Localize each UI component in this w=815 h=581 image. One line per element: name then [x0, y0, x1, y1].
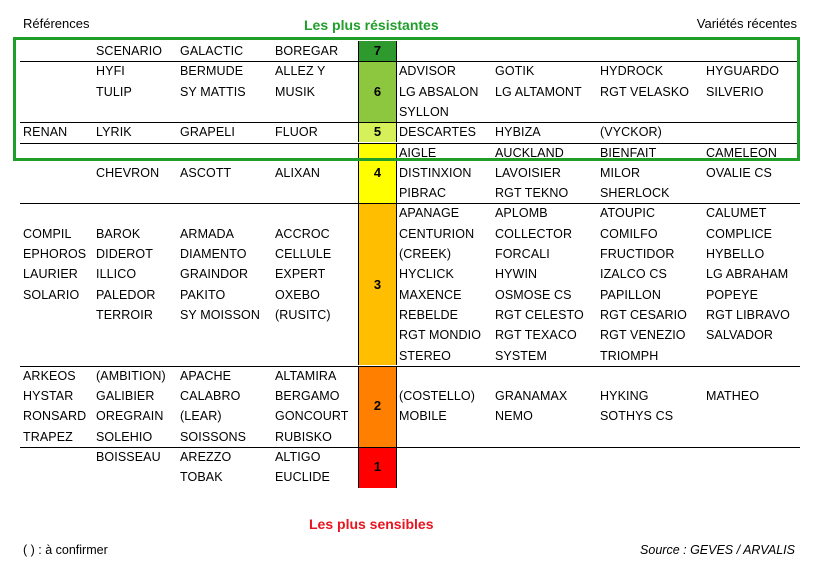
variety-cell: (VYCKOR) — [600, 125, 662, 140]
variety-cell: EPHOROS — [23, 247, 87, 261]
variety-cell: BAROK — [96, 226, 141, 241]
source-note: Source : GEVES / ARVALIS — [640, 543, 795, 557]
variety-cell: BERGAMO — [275, 389, 340, 404]
variety-cell: SY MOISSON — [180, 307, 260, 322]
variety-cell: APLOMB — [495, 206, 548, 221]
variety-cell: (CREEK) — [399, 247, 452, 261]
variety-cell: LG ALTAMONT — [495, 84, 582, 99]
variety-cell: GRAINDOR — [180, 267, 249, 282]
references-header: Références — [23, 16, 90, 31]
most-sensitive-title: Les plus sensibles — [309, 516, 434, 532]
resistant-highlight-box — [13, 37, 800, 161]
variety-cell: HYCLICK — [399, 267, 454, 282]
variety-cell: ASCOTT — [180, 165, 232, 180]
variety-cell: RUBISKO — [275, 429, 332, 444]
variety-cell: PAKITO — [180, 287, 226, 302]
variety-cell: SYLLON — [399, 104, 449, 119]
variety-cell: IZALCO CS — [600, 267, 667, 282]
variety-cell: PIBRAC — [399, 186, 447, 201]
variety-cell: ILLICO — [96, 267, 137, 282]
group-separator — [20, 366, 800, 367]
variety-cell: COLLECTOR — [495, 226, 573, 241]
scale-number: 1 — [373, 459, 382, 474]
scale-number: 4 — [373, 165, 382, 180]
variety-cell: TERROIR — [96, 307, 153, 322]
group-separator — [20, 203, 800, 204]
variety-cell: SOLEHIO — [96, 429, 153, 444]
variety-cell: OXEBO — [275, 287, 320, 302]
variety-cell: SILVERIO — [706, 84, 764, 99]
variety-cell: LAVOISIER — [495, 165, 561, 180]
variety-cell: HYKING — [600, 389, 649, 404]
variety-cell: ALTIGO — [275, 450, 321, 464]
variety-cell: CALUMET — [706, 206, 767, 221]
variety-cell: RONSARD — [23, 409, 87, 424]
variety-cell: COMPLICE — [706, 226, 773, 241]
variety-cell: HYWIN — [495, 267, 538, 282]
variety-cell: HYSTAR — [23, 389, 74, 404]
variety-cell: HYBIZA — [495, 125, 541, 140]
variety-cell: APACHE — [180, 368, 232, 383]
variety-cell: APANAGE — [399, 206, 460, 221]
variety-cell: SCENARIO — [96, 44, 163, 58]
variety-cell: SOLARIO — [23, 287, 80, 302]
variety-cell: (COSTELLO) — [399, 389, 476, 404]
variety-cell: BOISSEAU — [96, 450, 161, 464]
variety-cell: MAXENCE — [399, 287, 462, 302]
variety-cell: MUSIK — [275, 84, 316, 99]
variety-cell: RGT VENEZIO — [600, 328, 686, 343]
variety-cell: RGT VELASKO — [600, 84, 690, 99]
variety-cell: BERMUDE — [180, 64, 244, 79]
variety-cell: NEMO — [495, 409, 533, 424]
variety-cell: ALLEZ Y — [275, 64, 326, 79]
variety-cell: DESCARTES — [399, 125, 477, 140]
variety-cell: ARMADA — [180, 226, 235, 241]
variety-cell: LG ABSALON — [399, 84, 479, 99]
variety-cell: AUCKLAND — [495, 145, 564, 160]
variety-cell: SOTHYS CS — [600, 409, 674, 424]
variety-cell: OREGRAIN — [96, 409, 164, 424]
variety-cell: REBELDE — [399, 307, 459, 322]
variety-cell: OVALIE CS — [706, 165, 772, 180]
recent-varieties-header: Variétés récentes — [696, 16, 797, 31]
variety-cell: RGT TEXACO — [495, 328, 577, 343]
variety-cell: GRAPELI — [180, 125, 235, 140]
most-resistant-title: Les plus résistantes — [304, 17, 439, 33]
variety-cell: ATOUPIC — [600, 206, 656, 221]
variety-cell: COMPIL — [23, 226, 72, 241]
variety-cell: RGT TEKNO — [495, 186, 569, 201]
variety-cell: HYDROCK — [600, 64, 664, 79]
confirm-note: ( ) : à confirmer — [23, 543, 108, 557]
variety-cell: AREZZO — [180, 450, 232, 464]
variety-cell: SYSTEM — [495, 348, 547, 363]
variety-cell: DIDEROT — [96, 247, 153, 261]
variety-cell: RGT CESARIO — [600, 307, 687, 322]
scale-number: 6 — [373, 84, 382, 99]
variety-cell: LYRIK — [96, 125, 132, 140]
variety-cell: FLUOR — [275, 125, 318, 140]
variety-cell: TRAPEZ — [23, 429, 73, 444]
variety-cell: LG ABRAHAM — [706, 267, 789, 282]
variety-cell: GALIBIER — [96, 389, 155, 404]
variety-cell: HYBELLO — [706, 247, 765, 261]
variety-cell: TRIOMPH — [600, 348, 659, 363]
variety-cell: ALIXAN — [275, 165, 321, 180]
variety-cell: COMILFO — [600, 226, 658, 241]
variety-cell: RGT MONDIO — [399, 328, 482, 343]
variety-cell: GOTIK — [495, 64, 535, 79]
variety-cell: GRANAMAX — [495, 389, 568, 404]
variety-cell: MOBILE — [399, 409, 447, 424]
variety-cell: SOISSONS — [180, 429, 247, 444]
variety-cell: HYFI — [96, 64, 125, 79]
variety-cell: ARKEOS — [23, 368, 76, 383]
variety-cell: RGT LIBRAVO — [706, 307, 790, 322]
variety-cell: BIENFAIT — [600, 145, 657, 160]
variety-cell: (AMBITION) — [96, 368, 166, 383]
variety-cell: STEREO — [399, 348, 451, 363]
variety-cell: RGT CELESTO — [495, 307, 584, 322]
variety-cell: CELLULE — [275, 247, 332, 261]
scale-number: 2 — [373, 398, 382, 413]
variety-cell: SY MATTIS — [180, 84, 246, 99]
scale-number: 3 — [373, 277, 382, 292]
variety-cell: FRUCTIDOR — [600, 247, 675, 261]
variety-cell: ACCROC — [275, 226, 330, 241]
variety-cell: RENAN — [23, 125, 68, 140]
variety-cell: EUCLIDE — [275, 470, 330, 485]
variety-cell: CAMELEON — [706, 145, 777, 160]
variety-cell: OSMOSE CS — [495, 287, 572, 302]
variety-cell: POPEYE — [706, 287, 759, 302]
variety-cell: FORCALI — [495, 247, 550, 261]
variety-cell: MATHEO — [706, 389, 760, 404]
scale-number: 7 — [373, 43, 382, 58]
variety-cell: ALTAMIRA — [275, 368, 337, 383]
variety-cell: BOREGAR — [275, 44, 339, 58]
variety-cell: CHEVRON — [96, 165, 160, 180]
variety-cell: DIAMENTO — [180, 247, 247, 261]
variety-cell: SALVADOR — [706, 328, 774, 343]
variety-cell: CENTURION — [399, 226, 475, 241]
group-separator — [20, 447, 800, 448]
variety-cell: PALEDOR — [96, 287, 156, 302]
variety-cell: (RUSITC) — [275, 307, 331, 322]
variety-cell: GONCOURT — [275, 409, 349, 424]
variety-cell: HYGUARDO — [706, 64, 780, 79]
variety-cell: EXPERT — [275, 267, 326, 282]
variety-cell: ADVISOR — [399, 64, 456, 79]
variety-cell: CALABRO — [180, 389, 241, 404]
variety-cell: LAURIER — [23, 267, 78, 282]
variety-cell: PAPILLON — [600, 287, 662, 302]
variety-cell: MILOR — [600, 165, 641, 180]
variety-cell: SHERLOCK — [600, 186, 670, 201]
scale-number: 5 — [373, 124, 382, 139]
variety-cell: (LEAR) — [180, 409, 222, 424]
variety-cell: DISTINXION — [399, 165, 472, 180]
variety-cell: GALACTIC — [180, 44, 244, 58]
variety-cell: TULIP — [96, 84, 132, 99]
variety-cell: AIGLE — [399, 145, 437, 160]
variety-cell: TOBAK — [180, 470, 223, 485]
